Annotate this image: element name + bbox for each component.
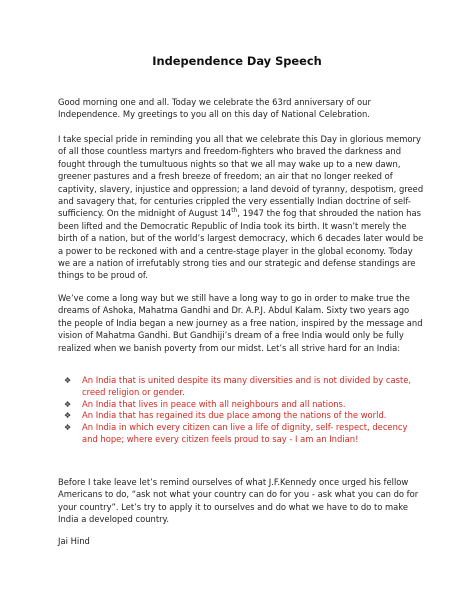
- paragraph-greeting: Good morning one and all. Today we celebrate the 63rd anniversary of our Independence. My greetings to you all on this day of National Celebration.: [58, 97, 371, 120]
- list-item: [64, 399, 424, 411]
- list-item-text: An India that lives in peace with all neighbours and all nations.: [82, 398, 346, 409]
- diamond-bullet-icon: ❖: [64, 399, 72, 409]
- date-ordinal-suffix: th: [231, 207, 238, 215]
- document-title: Independence Day Speech: [152, 54, 322, 68]
- diamond-bullet-icon: ❖: [64, 423, 72, 433]
- paragraph-kennedy: Before I take leave let’s remind ourselves of what J.F.Kennedy once urged his fellow Americans to do, “ask not what your country can do for you - ask what you can do for your country”. Let’s try to apply it to ourselves and do what we have to do to make India a developed country.: [58, 477, 419, 525]
- paragraph-martyrs-part1: I take special pride in reminding you all that we celebrate this Day in glorious memory of all those countless martyrs and freedom-fighters who braved the darkness and fought through the tumultuous nights so that we all may wake up to a new dawn, greener pastures and a fresh breeze of freedom; an air that no longer reeked of captivity, slavery, injustice and oppression; a land devoid of tyranny, despotism, greed and savagery that, for centuries crippled the very essentially Indian doctrine of self-sufficiency. On the midnight of August 14: [58, 134, 424, 219]
- list-item-text: An India that has regained its due place among the nations of the world.: [82, 410, 387, 421]
- list-item-text: An India that is united despite its many diversities and is not divided by caste, creed religion or gender.: [82, 375, 412, 397]
- india-vision-list: [64, 375, 424, 446]
- paragraph-journey: We’ve come a long way but we still have a long way to go in order to make true the dreams of Ashoka, Mahatma Gandhi and Dr. A.P.J. Abdul Kalam. Sixty two years ago the people of India began a new journey as a free nation, inspired by the message and vision of Mahatma Gandhi. But Gandhiji’s dream of a free India would only be fully realized when we banish poverty from our midst. Let’s all strive hard for an India:: [58, 293, 423, 353]
- list-item: [64, 422, 424, 446]
- diamond-bullet-icon: ❖: [64, 411, 72, 421]
- paragraph-martyrs-part2: , 1947 the fog that shrouded the nation has been lifted and the Democratic Republic of India took its birth. It wasn’t merely the birth of a nation, but of the world’s largest democracy, which 6 decades later would be a power to be reckoned with and a centre-stage player in the global economy. Today we are a nation of irrefutably strong ties and our strategic and defense standings are things to be proud of.: [58, 208, 424, 281]
- diamond-bullet-icon: ❖: [64, 376, 72, 385]
- list-item-text: An India in which every citizen can live a life of dignity, self- respect, decency and hope; where every citizen feels proud to say - I am an Indian!: [82, 422, 408, 444]
- paragraph-martyrs: [58, 133, 424, 282]
- signoff: Jai Hind: [58, 536, 90, 546]
- list-item: [64, 410, 424, 422]
- list-item: [64, 375, 424, 399]
